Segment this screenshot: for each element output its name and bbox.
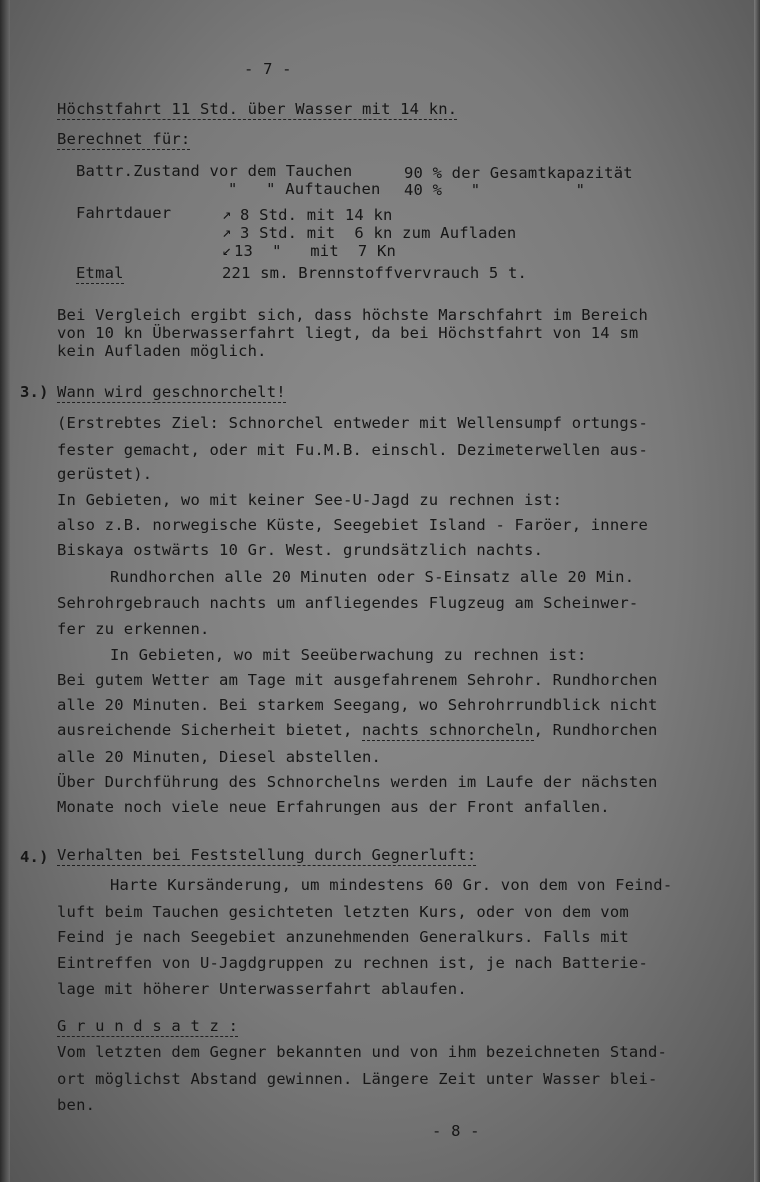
film-edge-left [0,0,10,1182]
paragraph-line: alle 20 Minuten. Bei starkem Seegang, wo Sehrohrrundblick nicht [57,696,658,714]
paragraph-line: Rundhorchen alle 20 Minuten oder S-Einsatz alle 20 Min. [110,568,635,586]
fahrtdauer-3: 13 " mit 7 Kn [234,242,397,260]
paragraph-line: luft beim Tauchen gesichteten letzten Kurs, oder von dem vom [57,903,629,921]
etmal-label: Etmal [76,264,124,282]
battery-value-1: 90 % der Gesamtkapazität [404,164,633,182]
text-span: , Rundhorchen [533,721,658,739]
text-span: ausreichende Sicherheit bietet, [57,721,363,739]
paragraph-line: Feind je nach Seegebiet anzunehmenden Generalkurs. Falls mit [57,928,629,946]
paragraph-line: lage mit höherer Unterwasserfahrt ablaufen. [57,980,467,998]
page-number-bottom: - 8 - [432,1122,480,1140]
film-edge-right [754,0,760,1182]
paragraph-line: Harte Kursänderung, um mindestens 60 Gr. von dem von Feind- [110,876,673,894]
underlined-text: nachts schnorcheln [362,721,534,739]
paragraph-line [57,721,658,739]
section-title-hoechstfahrt: Höchstfahrt 11 Std. über Wasser mit 14 kn. [57,100,458,118]
paragraph-line: (Erstrebtes Ziel: Schnorchel entweder mit Wellensumpf ortungs- [57,414,648,432]
paragraph-line: Sehrohrgebrauch nachts um anfliegendes Flugzeug am Scheinwer- [57,594,639,612]
paragraph-line: ort möglichst Abstand gewinnen. Längere Zeit unter Wasser blei- [57,1070,658,1088]
arrow-icon: ↗ [222,205,232,223]
paragraph-line: Bei gutem Wetter am Tage mit ausgefahrenem Sehrohr. Rundhorchen [57,671,658,689]
fahrtdauer-1: 8 Std. mit 14 kn [240,206,393,224]
paragraph-line: Vom letzten dem Gegner bekannten und von ihm bezeichneten Stand- [57,1043,668,1061]
subtitle-berechnet: Berechnet für: [57,130,191,148]
section-number-3: 3.) [20,383,49,401]
paragraph-line: In Gebieten, wo mit keiner See-U-Jagd zu rechnen ist: [57,491,563,509]
fahrtdauer-label: Fahrtdauer [76,204,172,222]
etmal-value: 221 sm. Brennstoffvervrauch 5 t. [222,264,528,282]
paragraph-line: gerüstet). [57,465,153,483]
paragraph-line: ben. [57,1096,96,1114]
battery-label-1: Battr.Zustand vor dem Tauchen [76,162,353,180]
paragraph-line: alle 20 Minuten, Diesel abstellen. [57,748,382,766]
fahrtdauer-2: 3 Std. mit 6 kn zum Aufladen [240,224,517,242]
battery-value-2: 40 % " " [404,181,586,199]
paragraph-line: fer zu erkennen. [57,620,210,638]
paragraph-line: fester gemacht, oder mit Fu.M.B. einschl. Dezimeterwellen aus- [57,441,648,459]
paragraph-line: also z.B. norwegische Küste, Seegebiet Island - Faröer, innere [57,516,648,534]
paragraph-line: Eintreffen von U-Jagdgruppen zu rechnen ist, je nach Batterie- [57,954,648,972]
section-title-verhalten: Verhalten bei Feststellung durch Gegnerluft: [57,846,477,864]
paragraph-line: In Gebieten, wo mit Seeüberwachung zu rechnen ist: [110,646,587,664]
battery-label-2: " " Auftauchen [228,180,381,198]
paragraph-line: Monate noch viele neue Erfahrungen aus der Front anfallen. [57,798,610,816]
paragraph-line: Bei Vergleich ergibt sich, dass höchste Marschfahrt im Bereich [57,306,648,324]
page-number-top: - 7 - [244,60,292,78]
paragraph-line: Über Durchführung des Schnorchelns werden im Laufe der nächsten [57,773,658,791]
paragraph-line: Biskaya ostwärts 10 Gr. West. grundsätzlich nachts. [57,541,544,559]
arrow-icon: ↗ [222,223,232,241]
section-title-schnorcheln: Wann wird geschnorchelt! [57,383,286,401]
grundsatz-heading: G r u n d s a t z : [57,1017,239,1035]
section-number-4: 4.) [20,848,49,866]
paragraph-line: von 10 kn Überwasserfahrt liegt, da bei Höchstfahrt von 14 sm [57,324,639,342]
paragraph-line: kein Aufladen möglich. [57,342,267,360]
arrow-icon: ↙ [222,241,232,259]
